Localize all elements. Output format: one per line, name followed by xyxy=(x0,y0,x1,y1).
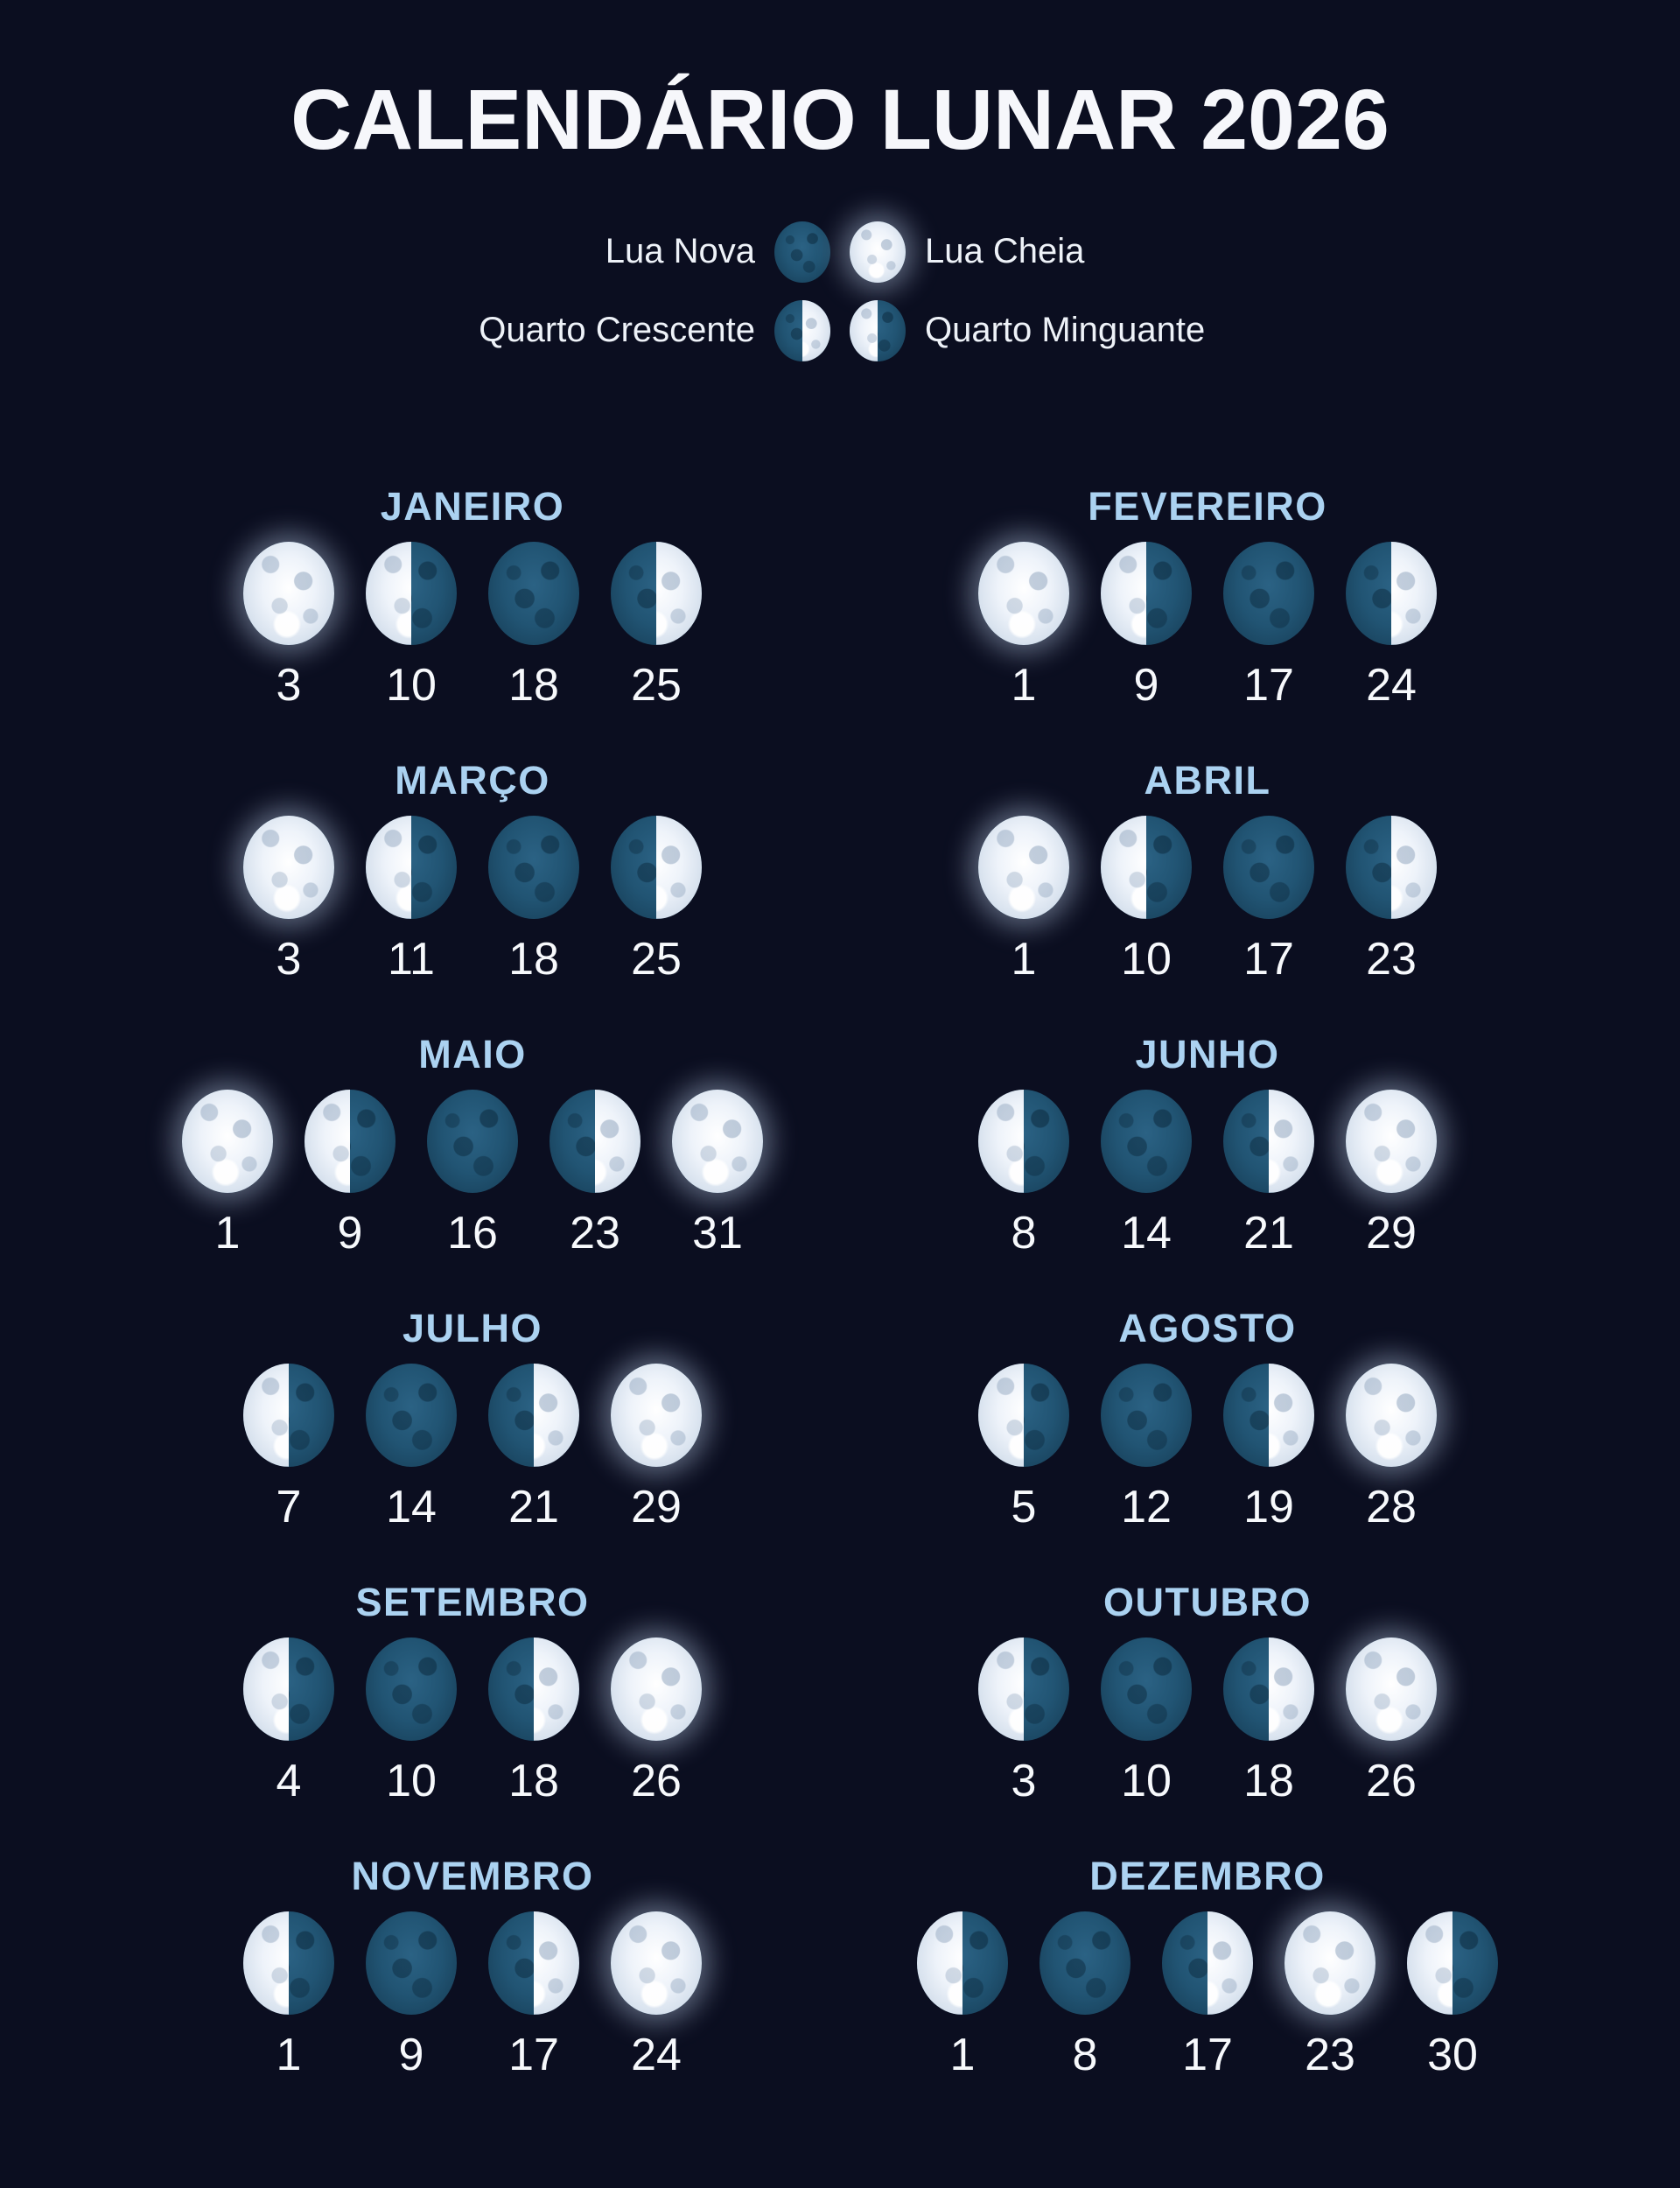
new-moon-icon xyxy=(366,1364,457,1467)
full-moon-icon xyxy=(243,542,334,645)
full-moon-icon xyxy=(611,1911,702,2015)
month-block xyxy=(840,1306,1575,1580)
phase-date: 5 xyxy=(1011,1481,1037,1532)
phase-entry xyxy=(901,1911,1024,2081)
phase-entry xyxy=(411,1090,534,1259)
phase-date: 3 xyxy=(1011,1755,1037,1806)
phase-entry xyxy=(1330,1637,1452,1807)
new-moon-icon xyxy=(1101,1364,1192,1467)
first-quarter-moon-icon xyxy=(488,1911,579,2015)
phase-date: 24 xyxy=(631,2029,682,2080)
phase-entry xyxy=(472,1911,595,2081)
full-moon-icon xyxy=(1346,1090,1437,1193)
new-moon-icon xyxy=(427,1090,518,1193)
phase-entry xyxy=(472,816,595,985)
phase-date: 26 xyxy=(631,1755,682,1806)
phase-date: 25 xyxy=(631,659,682,711)
phase-entry xyxy=(656,1090,779,1259)
phase-date: 18 xyxy=(1243,1755,1294,1806)
phase-date: 16 xyxy=(447,1207,498,1259)
phase-date: 23 xyxy=(1305,2029,1355,2080)
phase-row xyxy=(228,816,718,985)
phase-row xyxy=(962,1637,1452,1807)
first-quarter-moon-icon xyxy=(1346,542,1437,645)
last-quarter-moon-icon xyxy=(304,1090,396,1193)
phase-entry xyxy=(1085,816,1208,985)
first-quarter-moon-icon xyxy=(1223,1637,1314,1741)
month-title: AGOSTO xyxy=(1118,1305,1297,1350)
first-quarter-moon-icon xyxy=(1223,1364,1314,1467)
new-moon-icon xyxy=(774,221,830,283)
page-title: CALENDÁRIO LUNAR 2026 xyxy=(290,72,1390,167)
phase-entry xyxy=(1208,816,1330,985)
phase-date: 26 xyxy=(1366,1755,1417,1806)
phase-date: 8 xyxy=(1011,1207,1037,1259)
last-quarter-moon-icon xyxy=(978,1364,1069,1467)
phase-date: 30 xyxy=(1427,2029,1478,2080)
full-moon-icon xyxy=(1346,1637,1437,1741)
phase-date: 18 xyxy=(508,1755,559,1806)
month-title: SETEMBRO xyxy=(355,1579,590,1624)
legend-label-lua-nova: Lua Nova xyxy=(605,232,755,271)
phase-entry xyxy=(962,816,1085,985)
phase-entry xyxy=(595,542,718,712)
phase-entry xyxy=(289,1090,411,1259)
month-title: NOVEMBRO xyxy=(351,1853,594,1898)
phase-row xyxy=(228,1364,718,1533)
first-quarter-moon-icon xyxy=(1223,1090,1314,1193)
last-quarter-moon-icon xyxy=(366,816,457,919)
phase-date: 31 xyxy=(692,1207,743,1259)
phase-date: 3 xyxy=(276,659,302,711)
phase-date: 9 xyxy=(337,1207,363,1259)
first-quarter-moon-icon xyxy=(488,1637,579,1741)
phase-entry xyxy=(1085,1637,1208,1807)
phase-date: 17 xyxy=(1182,2029,1233,2080)
phase-entry xyxy=(1330,1364,1452,1533)
month-block xyxy=(105,1032,840,1306)
month-block xyxy=(105,484,840,758)
phase-entry xyxy=(472,1364,595,1533)
phase-date: 17 xyxy=(508,2029,559,2080)
phase-entry xyxy=(962,1090,1085,1259)
month-title: MARÇO xyxy=(395,757,550,803)
month-title: JUNHO xyxy=(1135,1031,1280,1076)
phase-entry xyxy=(350,1637,472,1807)
phase-entry xyxy=(962,1364,1085,1533)
phase-entry xyxy=(228,1637,350,1807)
last-quarter-moon-icon xyxy=(1101,816,1192,919)
month-title: ABRIL xyxy=(1144,757,1271,803)
month-title: OUTUBRO xyxy=(1103,1579,1312,1624)
full-moon-icon xyxy=(850,221,906,283)
phase-entry xyxy=(1208,1364,1330,1533)
first-quarter-moon-icon xyxy=(611,542,702,645)
phase-entry xyxy=(962,542,1085,712)
month-block xyxy=(840,484,1575,758)
new-moon-icon xyxy=(1101,1090,1192,1193)
phase-date: 21 xyxy=(1243,1207,1294,1259)
full-moon-icon xyxy=(243,816,334,919)
phase-entry xyxy=(228,816,350,985)
phase-entry xyxy=(1391,1911,1514,2081)
legend-label-quarto-minguante: Quarto Minguante xyxy=(925,311,1206,350)
first-quarter-moon-icon xyxy=(1162,1911,1253,2015)
phase-row xyxy=(962,1364,1452,1533)
phase-date: 18 xyxy=(508,933,559,985)
full-moon-icon xyxy=(1346,1364,1437,1467)
legend-label-lua-cheia: Lua Cheia xyxy=(925,232,1085,271)
phase-date: 17 xyxy=(1243,933,1294,985)
new-moon-icon xyxy=(488,542,579,645)
first-quarter-moon-icon xyxy=(488,1364,579,1467)
phase-date: 17 xyxy=(1243,659,1294,711)
phase-date: 9 xyxy=(1133,659,1159,711)
phase-date: 10 xyxy=(386,659,437,711)
phase-entry xyxy=(1330,1090,1452,1259)
phase-date: 24 xyxy=(1366,659,1417,711)
phase-date: 10 xyxy=(1121,1755,1172,1806)
phase-date: 1 xyxy=(214,1207,241,1259)
phase-entry xyxy=(350,1911,472,2081)
phase-entry xyxy=(1269,1911,1391,2081)
phase-entry xyxy=(1085,542,1208,712)
phase-entry xyxy=(595,1364,718,1533)
new-moon-icon xyxy=(1101,1637,1192,1741)
phase-date: 29 xyxy=(1366,1207,1417,1259)
new-moon-icon xyxy=(366,1637,457,1741)
phase-date: 9 xyxy=(398,2029,424,2080)
phase-entry xyxy=(472,1637,595,1807)
new-moon-icon xyxy=(1223,816,1314,919)
first-quarter-moon-icon xyxy=(1346,816,1437,919)
phase-entry xyxy=(350,1364,472,1533)
phase-date: 23 xyxy=(570,1207,620,1259)
phase-row xyxy=(962,816,1452,985)
month-block xyxy=(840,1580,1575,1854)
phase-date: 7 xyxy=(276,1481,302,1532)
full-moon-icon xyxy=(1284,1911,1376,2015)
phase-entry xyxy=(228,1364,350,1533)
legend-label-quarto-crescente: Quarto Crescente xyxy=(479,311,755,350)
phase-row xyxy=(166,1090,779,1259)
phase-entry xyxy=(228,542,350,712)
phase-date: 11 xyxy=(388,933,435,985)
phase-date: 18 xyxy=(508,659,559,711)
month-block xyxy=(105,1854,840,2128)
phase-date: 29 xyxy=(631,1481,682,1532)
last-quarter-moon-icon xyxy=(243,1364,334,1467)
phase-date: 12 xyxy=(1121,1481,1172,1532)
month-block xyxy=(105,1580,840,1854)
phase-entry xyxy=(1330,542,1452,712)
phase-entry xyxy=(166,1090,289,1259)
phase-entry xyxy=(472,542,595,712)
phase-date: 1 xyxy=(1011,933,1037,985)
phase-entry xyxy=(1208,1637,1330,1807)
phase-row xyxy=(901,1911,1514,2081)
phase-entry xyxy=(1085,1090,1208,1259)
month-title: DEZEMBRO xyxy=(1089,1853,1326,1898)
phase-entry xyxy=(1208,542,1330,712)
phase-date: 3 xyxy=(276,933,302,985)
phase-date: 10 xyxy=(386,1755,437,1806)
phase-entry xyxy=(595,1637,718,1807)
phase-date: 23 xyxy=(1366,933,1417,985)
month-title: JANEIRO xyxy=(380,483,565,529)
month-block xyxy=(105,1306,840,1580)
phase-date: 1 xyxy=(276,2029,302,2080)
phase-entry xyxy=(228,1911,350,2081)
phase-date: 1 xyxy=(949,2029,976,2080)
phase-date: 21 xyxy=(508,1481,559,1532)
phase-entry xyxy=(595,1911,718,2081)
phase-date: 4 xyxy=(276,1755,302,1806)
last-quarter-moon-icon xyxy=(1101,542,1192,645)
phase-date: 14 xyxy=(1121,1207,1172,1259)
last-quarter-moon-icon xyxy=(366,542,457,645)
phase-row xyxy=(228,1911,718,2081)
phase-entry xyxy=(962,1637,1085,1807)
phase-entry xyxy=(1330,816,1452,985)
phase-entry xyxy=(1146,1911,1269,2081)
phase-entry xyxy=(1208,1090,1330,1259)
last-quarter-moon-icon xyxy=(978,1637,1069,1741)
months-grid xyxy=(105,484,1575,2128)
month-block xyxy=(840,1854,1575,2128)
legend xyxy=(289,221,1391,361)
first-quarter-moon-icon xyxy=(611,816,702,919)
full-moon-icon xyxy=(978,542,1069,645)
month-title: FEVEREIRO xyxy=(1088,483,1327,529)
phase-date: 14 xyxy=(386,1481,437,1532)
phase-entry xyxy=(1085,1364,1208,1533)
phase-entry xyxy=(1024,1911,1146,2081)
phase-date: 28 xyxy=(1366,1481,1417,1532)
phase-row xyxy=(228,1637,718,1807)
new-moon-icon xyxy=(1040,1911,1130,2015)
phase-entry xyxy=(534,1090,656,1259)
full-moon-icon xyxy=(611,1637,702,1741)
last-quarter-moon-icon xyxy=(243,1911,334,2015)
new-moon-icon xyxy=(1223,542,1314,645)
new-moon-icon xyxy=(366,1911,457,2015)
phase-date: 1 xyxy=(1011,659,1037,711)
last-quarter-moon-icon xyxy=(917,1911,1008,2015)
last-quarter-moon-icon xyxy=(243,1637,334,1741)
phase-date: 8 xyxy=(1072,2029,1098,2080)
month-title: JULHO xyxy=(402,1305,542,1350)
phase-entry xyxy=(350,816,472,985)
full-moon-icon xyxy=(978,816,1069,919)
first-quarter-moon-icon xyxy=(774,300,830,361)
phase-date: 10 xyxy=(1121,933,1172,985)
phase-row xyxy=(962,542,1452,712)
full-moon-icon xyxy=(611,1364,702,1467)
month-title: MAIO xyxy=(418,1031,527,1076)
phase-row xyxy=(962,1090,1452,1259)
phase-entry xyxy=(595,816,718,985)
phase-entry xyxy=(350,542,472,712)
month-block xyxy=(105,758,840,1032)
phase-date: 19 xyxy=(1243,1481,1294,1532)
full-moon-icon xyxy=(182,1090,273,1193)
first-quarter-moon-icon xyxy=(550,1090,640,1193)
full-moon-icon xyxy=(672,1090,763,1193)
phase-row xyxy=(228,542,718,712)
last-quarter-moon-icon xyxy=(850,300,906,361)
last-quarter-moon-icon xyxy=(978,1090,1069,1193)
month-block xyxy=(840,1032,1575,1306)
month-block xyxy=(840,758,1575,1032)
last-quarter-moon-icon xyxy=(1407,1911,1498,2015)
new-moon-icon xyxy=(488,816,579,919)
phase-date: 25 xyxy=(631,933,682,985)
